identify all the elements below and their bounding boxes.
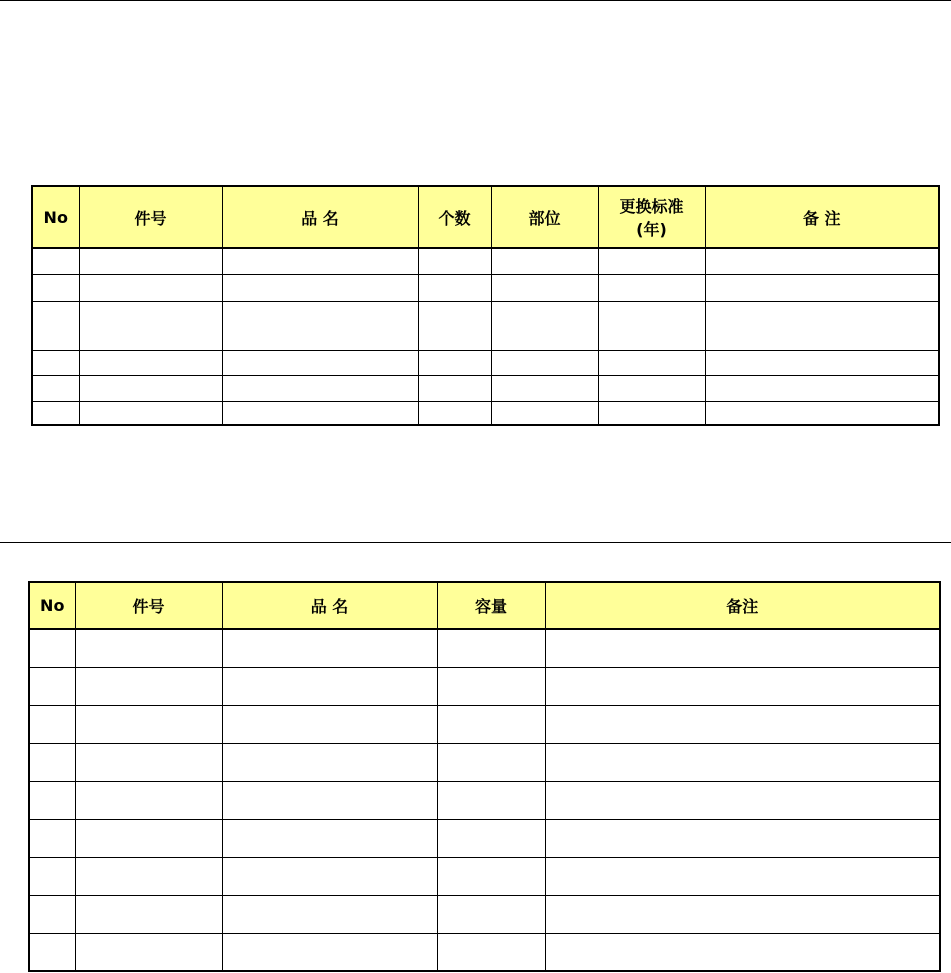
table-cell[interactable] — [29, 667, 75, 705]
header-replacement-standard-line2: (年) — [636, 220, 667, 239]
table-cell[interactable] — [222, 274, 418, 301]
table-cell[interactable] — [545, 933, 940, 971]
table-row — [29, 781, 940, 819]
table-row — [29, 895, 940, 933]
table-header-row — [29, 582, 940, 629]
table-row — [29, 705, 940, 743]
table-cell[interactable] — [75, 933, 222, 971]
table-cell[interactable] — [29, 705, 75, 743]
table-cell[interactable] — [29, 743, 75, 781]
table-cell[interactable] — [222, 667, 437, 705]
table-row — [32, 248, 939, 274]
table-cell[interactable] — [437, 743, 545, 781]
table-cell[interactable] — [29, 629, 75, 667]
table-cell[interactable] — [705, 274, 939, 301]
parts-table — [31, 185, 940, 426]
table-row — [29, 857, 940, 895]
table-cell[interactable] — [75, 819, 222, 857]
table-cell[interactable] — [32, 401, 79, 425]
table-cell[interactable] — [75, 667, 222, 705]
table-cell[interactable] — [491, 350, 598, 375]
table-cell[interactable] — [705, 375, 939, 401]
header-location: 部位 — [491, 186, 598, 248]
table-row — [32, 274, 939, 301]
table-cell[interactable] — [545, 857, 940, 895]
table-cell[interactable] — [222, 301, 418, 350]
table-header-row — [32, 186, 939, 248]
table-row — [32, 375, 939, 401]
table-cell[interactable] — [75, 857, 222, 895]
table-cell[interactable] — [418, 375, 491, 401]
table-cell[interactable] — [491, 301, 598, 350]
table-cell[interactable] — [75, 705, 222, 743]
header-quantity: 个数 — [418, 186, 491, 248]
table-cell[interactable] — [418, 350, 491, 375]
table-cell[interactable] — [75, 781, 222, 819]
table-row — [29, 743, 940, 781]
table-cell[interactable] — [437, 933, 545, 971]
header-capacity: 容量 — [437, 582, 545, 629]
table-cell[interactable] — [222, 375, 418, 401]
table-cell[interactable] — [29, 819, 75, 857]
table-row — [32, 401, 939, 425]
header-item-name: 品 名 — [222, 582, 437, 629]
table-row — [29, 629, 940, 667]
table-cell[interactable] — [222, 857, 437, 895]
header-replacement-standard-line1: 更换标准 — [619, 197, 684, 216]
header-remarks: 备注 — [545, 582, 940, 629]
table-cell[interactable] — [705, 401, 939, 425]
header-part-number: 件号 — [79, 186, 222, 248]
header-remarks: 备 注 — [705, 186, 939, 248]
table-cell[interactable] — [545, 819, 940, 857]
table-cell[interactable] — [437, 895, 545, 933]
table-cell[interactable] — [222, 819, 437, 857]
table-cell[interactable] — [418, 248, 491, 274]
table-cell[interactable] — [437, 781, 545, 819]
table-cell[interactable] — [222, 781, 437, 819]
table-cell[interactable] — [598, 248, 705, 274]
table-cell[interactable] — [705, 350, 939, 375]
section-rule — [0, 542, 951, 543]
table-cell[interactable] — [29, 895, 75, 933]
table-row — [29, 933, 940, 971]
header-part-number: 件号 — [75, 582, 222, 629]
table-cell[interactable] — [705, 248, 939, 274]
table-cell[interactable] — [32, 375, 79, 401]
table-cell[interactable] — [437, 667, 545, 705]
header-no: No — [32, 186, 79, 248]
table-cell[interactable] — [598, 274, 705, 301]
table-cell[interactable] — [222, 705, 437, 743]
table-cell[interactable] — [705, 301, 939, 350]
table-cell[interactable] — [545, 705, 940, 743]
table-cell[interactable] — [29, 781, 75, 819]
header-item-name: 品 名 — [222, 186, 418, 248]
table-cell[interactable] — [437, 629, 545, 667]
table-cell[interactable] — [32, 248, 79, 274]
table-cell[interactable] — [545, 781, 940, 819]
table-cell[interactable] — [437, 819, 545, 857]
table-cell[interactable] — [222, 743, 437, 781]
table-cell[interactable] — [79, 301, 222, 350]
table-cell[interactable] — [545, 629, 940, 667]
table-cell[interactable] — [491, 248, 598, 274]
table-cell[interactable] — [222, 895, 437, 933]
top-rule — [0, 0, 951, 1]
table-cell[interactable] — [29, 933, 75, 971]
table-cell[interactable] — [491, 375, 598, 401]
table-cell[interactable] — [598, 301, 705, 350]
table-cell[interactable] — [418, 401, 491, 425]
table-cell[interactable] — [75, 895, 222, 933]
table-cell[interactable] — [222, 401, 418, 425]
table-cell[interactable] — [491, 401, 598, 425]
table-cell[interactable] — [75, 743, 222, 781]
table-row — [29, 667, 940, 705]
table-cell[interactable] — [545, 743, 940, 781]
table-cell[interactable] — [491, 274, 598, 301]
header-replacement-standard — [598, 186, 705, 248]
table-cell[interactable] — [598, 375, 705, 401]
table-cell[interactable] — [32, 301, 79, 350]
table-cell[interactable] — [418, 274, 491, 301]
table-row — [32, 350, 939, 375]
header-no: No — [29, 582, 75, 629]
table-cell[interactable] — [222, 933, 437, 971]
table-cell[interactable] — [32, 350, 79, 375]
table-cell[interactable] — [75, 629, 222, 667]
table-row — [32, 301, 939, 350]
table-row — [29, 819, 940, 857]
table-cell[interactable] — [29, 857, 75, 895]
table-cell[interactable] — [32, 274, 79, 301]
capacity-table — [28, 581, 941, 972]
table-cell[interactable] — [418, 301, 491, 350]
table-cell[interactable] — [222, 350, 418, 375]
table-cell[interactable] — [79, 401, 222, 425]
table-cell[interactable] — [79, 274, 222, 301]
table-cell[interactable] — [598, 401, 705, 425]
table-cell[interactable] — [437, 705, 545, 743]
table-cell[interactable] — [222, 248, 418, 274]
table-cell[interactable] — [79, 375, 222, 401]
table-cell[interactable] — [437, 857, 545, 895]
table-cell[interactable] — [545, 895, 940, 933]
table-cell[interactable] — [598, 350, 705, 375]
table-cell[interactable] — [545, 667, 940, 705]
table-cell[interactable] — [222, 629, 437, 667]
table-cell[interactable] — [79, 248, 222, 274]
table-cell[interactable] — [79, 350, 222, 375]
